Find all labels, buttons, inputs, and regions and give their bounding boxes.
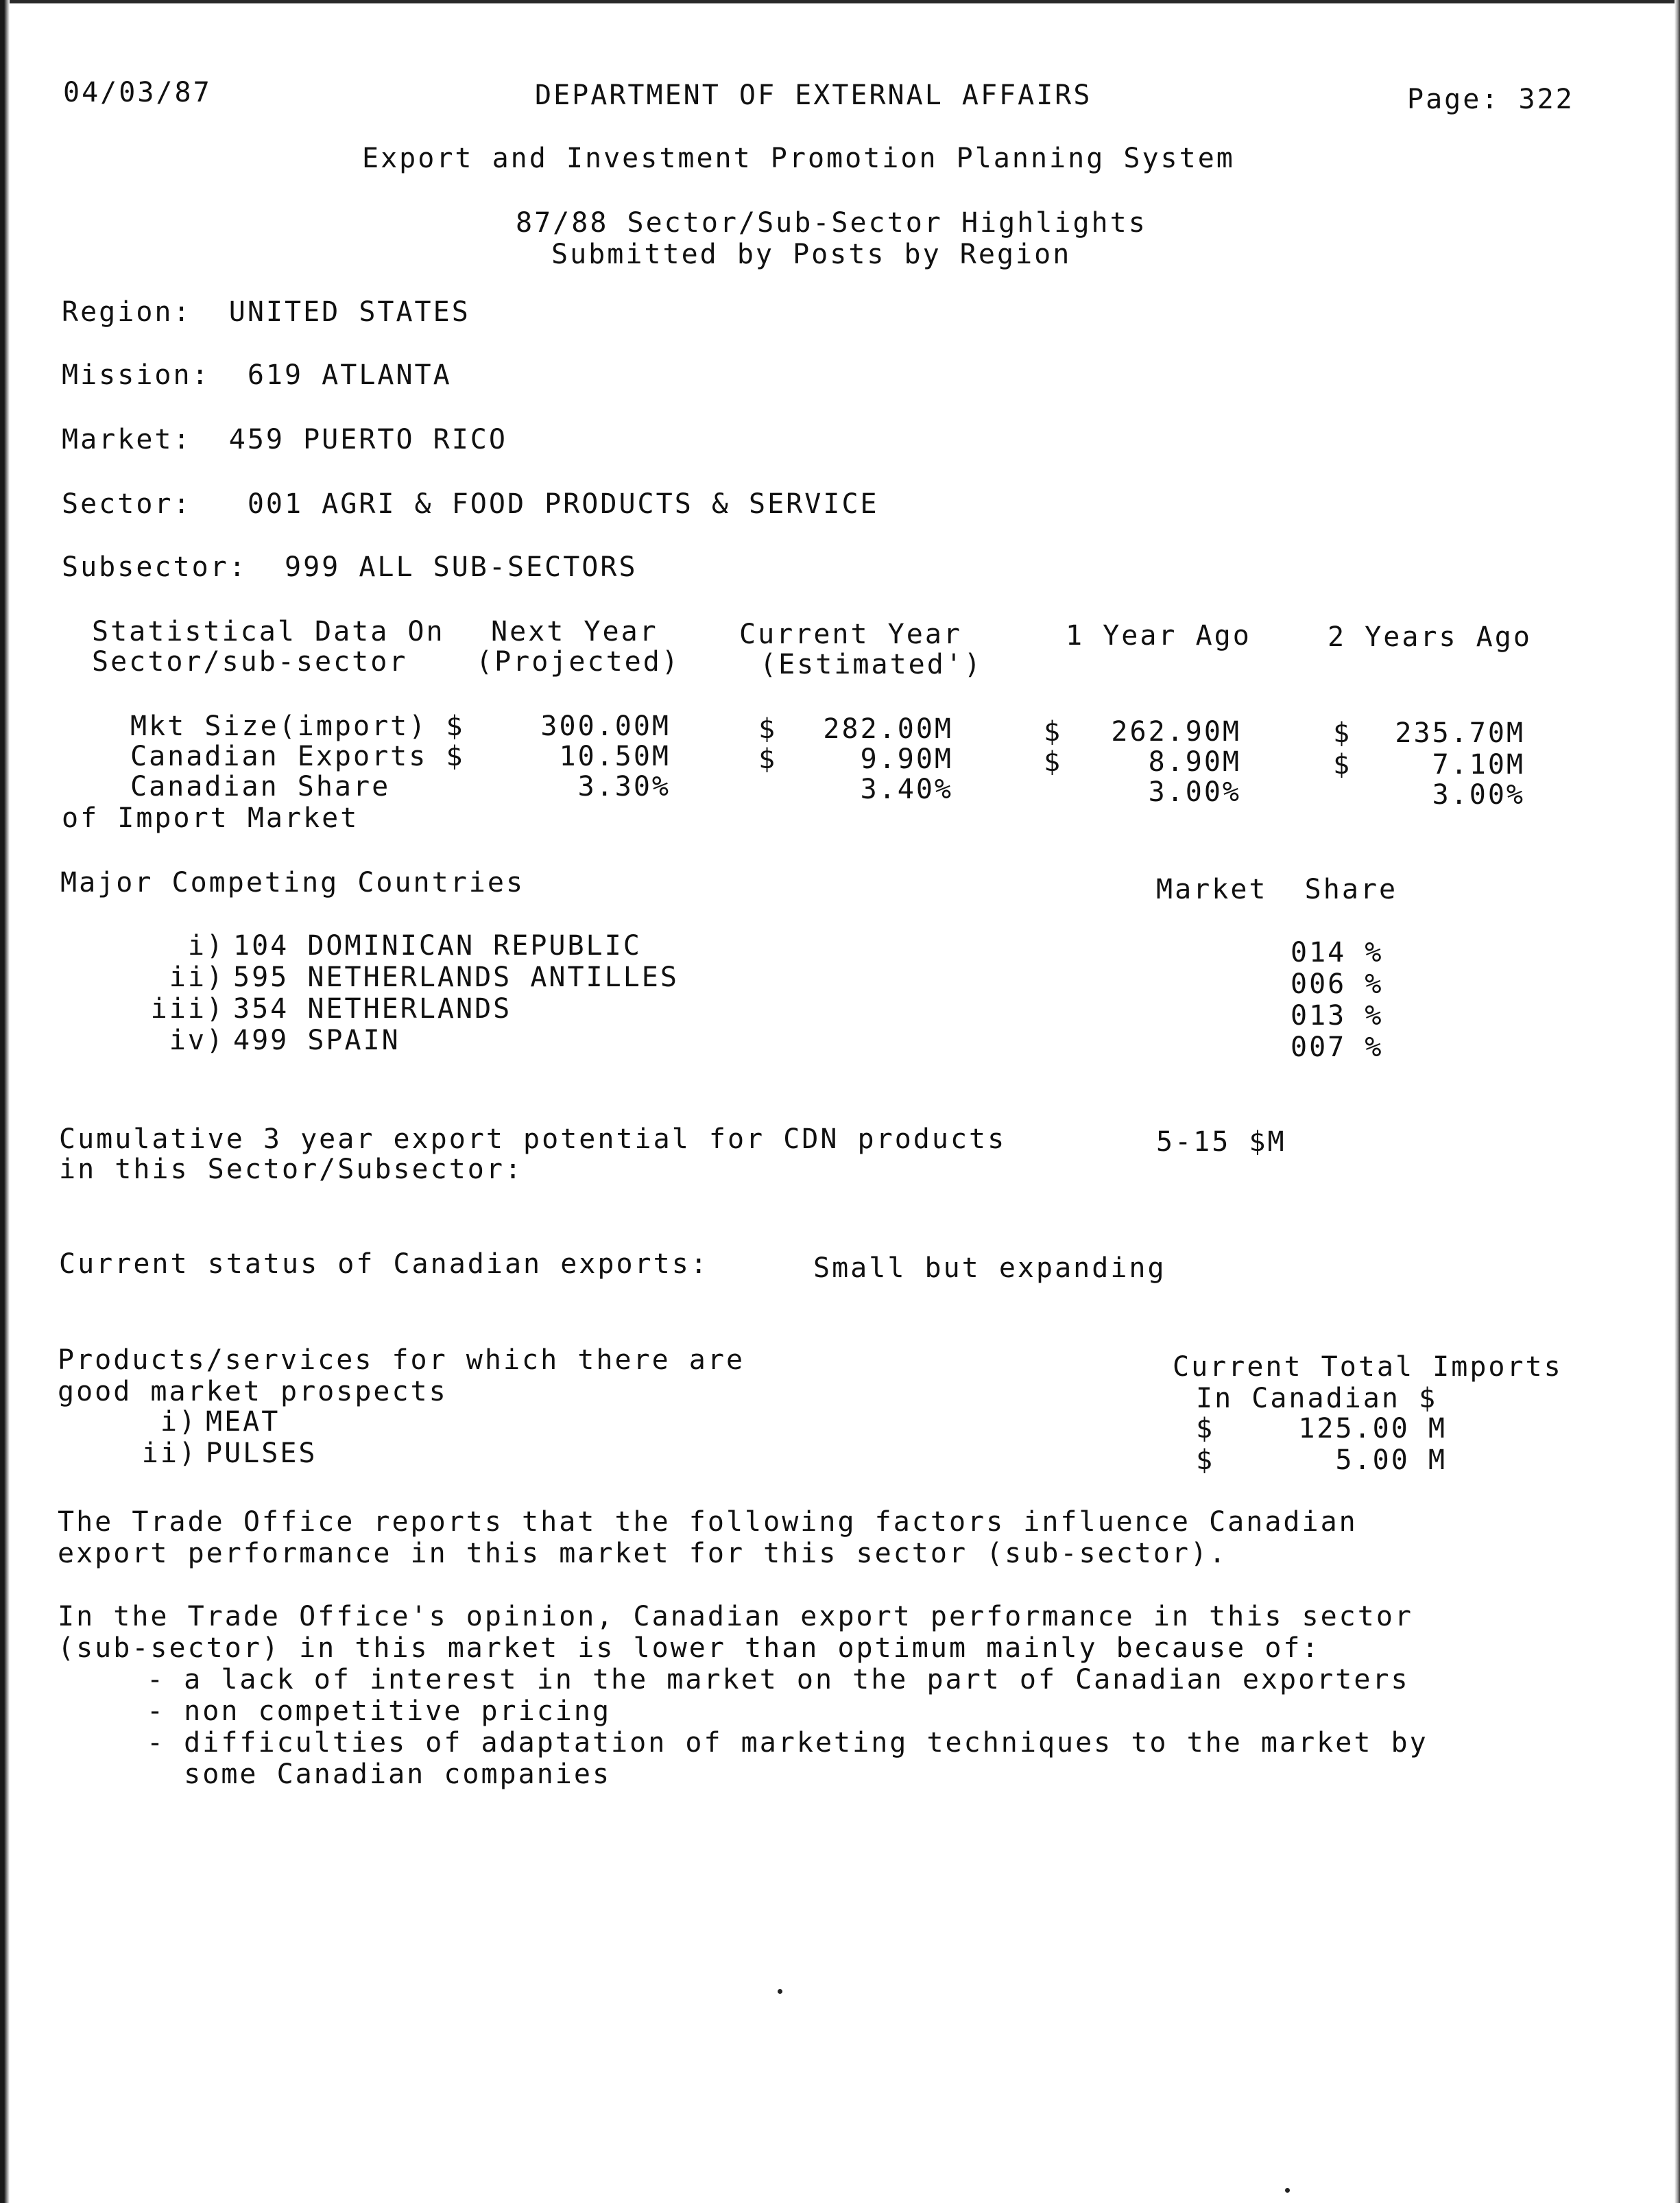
dollar-sign: $ — [1196, 1413, 1215, 1444]
subsector-field: Subsector: 999 ALL SUB-SECTORS — [62, 551, 638, 583]
competitor-num: i) — [187, 930, 225, 962]
competitor-name: 104 DOMINICAN REPUBLIC — [233, 930, 642, 962]
speck-mark — [1285, 2188, 1290, 2193]
page-right-edge — [1675, 0, 1680, 2203]
row-label-mkt-size: Mkt Size(import) $ — [130, 711, 465, 742]
report-date: 04/03/87 — [63, 77, 212, 108]
dollar-sign: $ — [1044, 746, 1063, 778]
dollar-sign: $ — [758, 743, 778, 775]
competitor-num: iv) — [169, 1025, 225, 1056]
col-two-years-ago: 2 Years Ago — [1328, 621, 1532, 653]
page-left-edge — [0, 0, 10, 2203]
factors-line1: The Trade Office reports that the following factors influence Canadian — [58, 1506, 1358, 1538]
cell-cdn-exports-two: 7.10M — [1432, 749, 1525, 781]
competitor-name: 499 SPAIN — [233, 1025, 400, 1056]
prospect-num: ii) — [141, 1438, 197, 1469]
imports-heading: Current Total Imports — [1173, 1351, 1563, 1383]
cell-cdn-share-current: 3.40% — [860, 774, 953, 805]
cell-cdn-share-two: 3.00% — [1432, 779, 1525, 811]
competitors-heading: Major Competing Countries — [60, 867, 525, 898]
cell-mkt-size-one: 262.90M — [1111, 716, 1241, 748]
cell-mkt-size-next: 300.00M — [540, 711, 671, 742]
opinion-bullet: - difficulties of adaptation of marketing techniques to the market by — [147, 1727, 1428, 1759]
report-subtitle: Submitted by Posts by Region — [551, 239, 1072, 270]
competitor-share: 006 % — [1291, 968, 1384, 1000]
competitor-num: iii) — [150, 993, 225, 1025]
row-label-cdn-exports: Canadian Exports $ — [130, 741, 465, 772]
col-current-year: Current Year — [739, 619, 962, 650]
stats-label-line2: Sector/sub-sector — [92, 646, 408, 678]
dollar-sign: $ — [1333, 749, 1352, 781]
page-number: Page: 322 — [1407, 84, 1574, 115]
prospects-line1: Products/services for which there are — [58, 1344, 745, 1376]
department-name: DEPARTMENT OF EXTERNAL AFFAIRS — [535, 80, 1092, 111]
page-top-edge — [0, 0, 1680, 3]
mission-field: Mission: 619 ATLANTA — [62, 359, 452, 391]
dollar-sign: $ — [758, 713, 778, 745]
opinion-bullet: - non competitive pricing — [147, 1695, 612, 1727]
competitor-num: ii) — [169, 962, 225, 993]
col-next-year-sub: (Projected) — [476, 646, 680, 678]
region-field: Region: UNITED STATES — [62, 296, 470, 328]
market-share-heading: Market Share — [1156, 874, 1398, 905]
imports-subheading: In Canadian $ — [1196, 1383, 1438, 1414]
col-next-year: Next Year — [491, 616, 658, 647]
market-field: Market: 459 PUERTO RICO — [62, 424, 507, 455]
cell-cdn-share-next: 3.30% — [577, 771, 671, 802]
potential-value: 5-15 $M — [1156, 1126, 1286, 1158]
competitor-share: 013 % — [1291, 1000, 1384, 1032]
speck-mark — [778, 1989, 782, 1994]
prospects-line2: good market prospects — [58, 1376, 448, 1407]
row-label-cdn-share: Canadian Share — [130, 771, 391, 802]
potential-line1: Cumulative 3 year export potential for CDN products — [59, 1123, 1007, 1155]
opinion-bullet-cont: some Canadian companies — [147, 1759, 612, 1790]
prospect-name: PULSES — [206, 1438, 317, 1469]
prospect-num: i) — [160, 1406, 197, 1438]
share-suffix: of Import Market — [62, 802, 359, 834]
status-label: Current status of Canadian exports: — [59, 1248, 709, 1280]
factors-line2: export performance in this market for this sector (sub-sector). — [58, 1538, 1228, 1569]
report-title: 87/88 Sector/Sub-Sector Highlights — [516, 207, 1147, 239]
competitor-name: 354 NETHERLANDS — [233, 993, 512, 1025]
status-value: Small but expanding — [813, 1252, 1166, 1284]
system-name: Export and Investment Promotion Planning System — [362, 143, 1235, 174]
dollar-sign: $ — [1333, 717, 1352, 749]
sector-field: Sector: 001 AGRI & FOOD PRODUCTS & SERVICE — [62, 488, 879, 520]
cell-cdn-exports-current: 9.90M — [860, 743, 953, 775]
dollar-sign: $ — [1044, 716, 1063, 748]
competitor-share: 014 % — [1291, 937, 1384, 968]
opinion-line2: (sub-sector) in this market is lower than optimum mainly because of: — [58, 1632, 1321, 1664]
cell-mkt-size-two: 235.70M — [1395, 717, 1525, 749]
cell-cdn-exports-one: 8.90M — [1148, 746, 1241, 778]
opinion-bullet: - a lack of interest in the market on the part of Canadian exporters — [147, 1664, 1410, 1695]
prospect-name: MEAT — [206, 1406, 280, 1438]
potential-line2: in this Sector/Subsector: — [59, 1154, 524, 1185]
stats-label-line1: Statistical Data On — [92, 616, 445, 647]
opinion-line1: In the Trade Office's opinion, Canadian export performance in this sector — [58, 1601, 1413, 1632]
cell-cdn-exports-next: 10.50M — [559, 741, 671, 772]
col-one-year-ago: 1 Year Ago — [1066, 620, 1251, 652]
prospect-value: 5.00 M — [1335, 1444, 1447, 1476]
cell-cdn-share-one: 3.00% — [1148, 776, 1241, 808]
cell-mkt-size-current: 282.00M — [823, 713, 953, 745]
col-current-year-sub: (Estimated') — [760, 649, 983, 680]
prospect-value: 125.00 M — [1298, 1413, 1447, 1444]
competitor-name: 595 NETHERLANDS ANTILLES — [233, 962, 679, 993]
competitor-share: 007 % — [1291, 1032, 1384, 1063]
dollar-sign: $ — [1196, 1444, 1215, 1476]
